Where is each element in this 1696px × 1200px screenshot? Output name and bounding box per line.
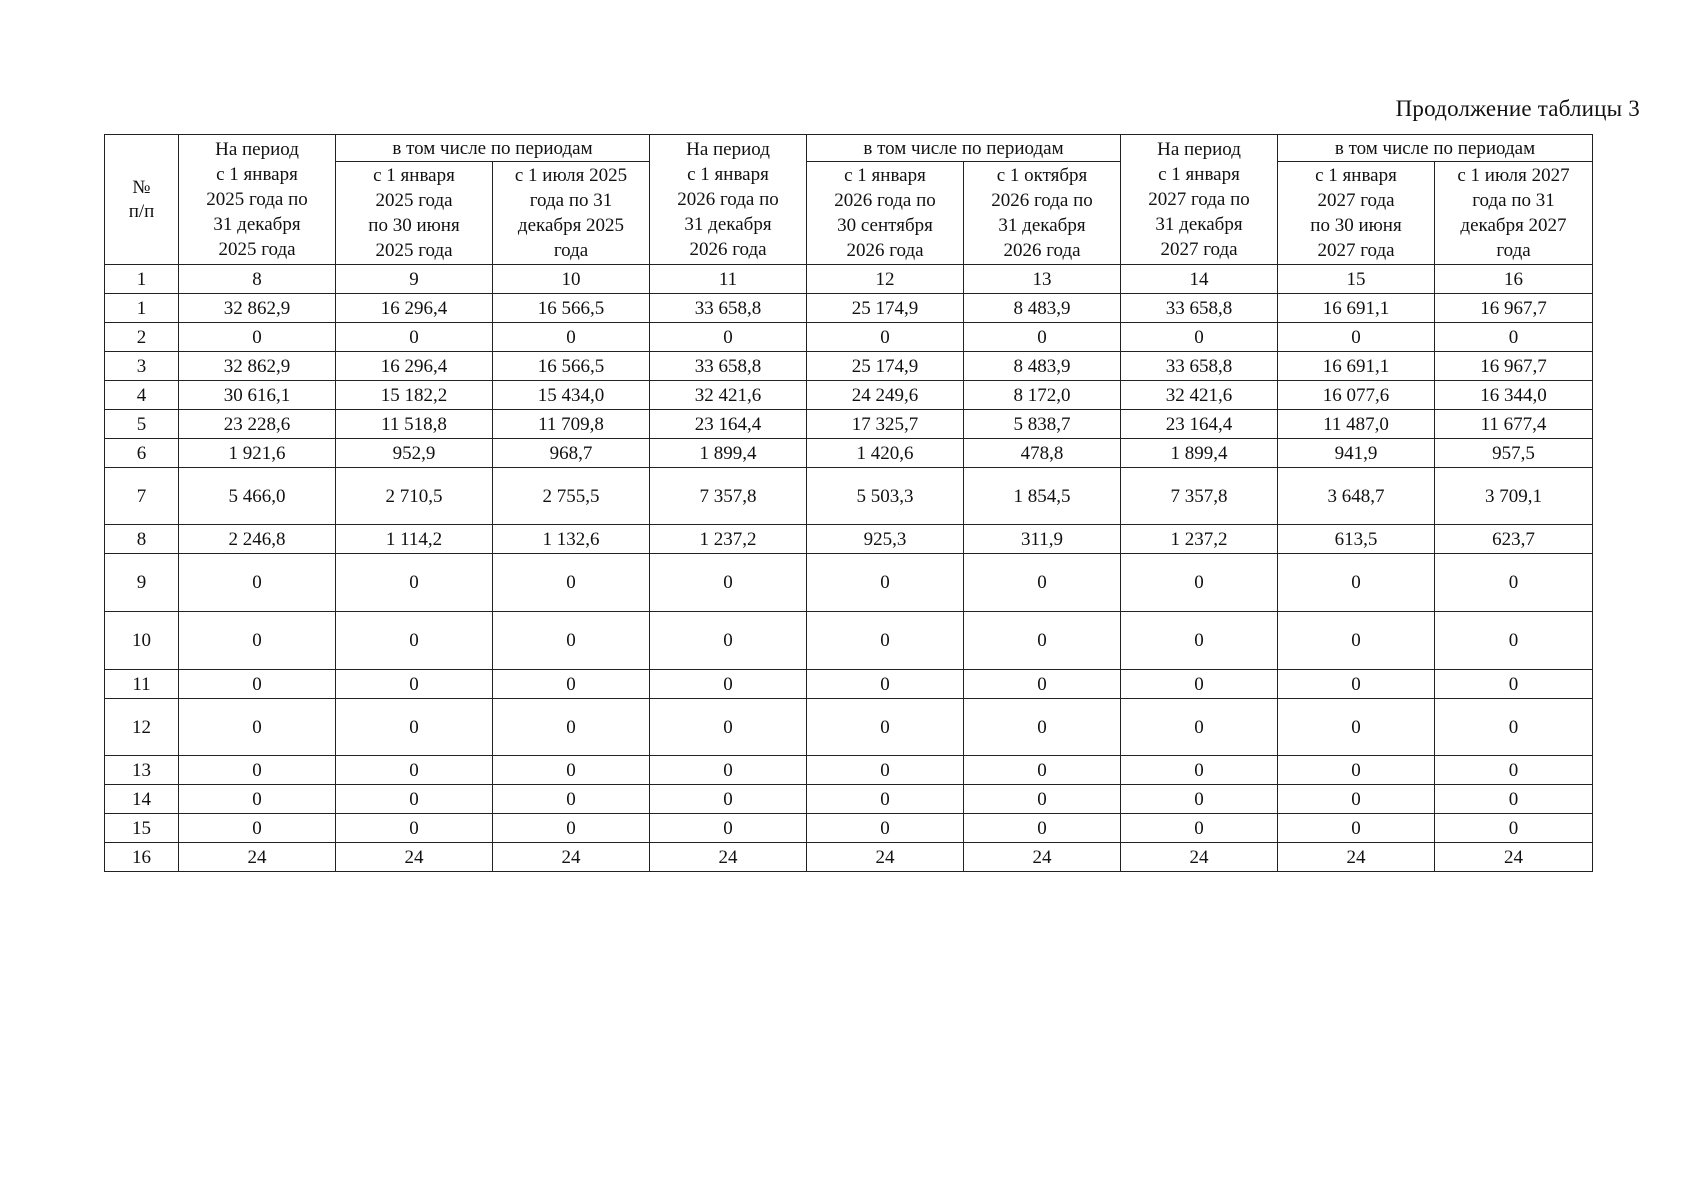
value-cell: 0 [1121,612,1278,670]
value-cell: 0 [807,699,964,756]
value-cell: 0 [650,814,807,843]
header-group-2026: в том числе по периодам [807,135,1121,162]
value-cell: 1 237,2 [1121,525,1278,554]
value-cell: 0 [1121,670,1278,699]
value-cell: 32 862,9 [179,352,336,381]
table-row [105,554,1593,612]
column-number: 16 [1435,265,1593,294]
value-cell: 16 344,0 [1435,381,1593,410]
value-cell: 11 518,8 [336,410,493,439]
value-cell: 32 421,6 [1121,381,1278,410]
value-cell: 33 658,8 [1121,294,1278,323]
value-cell: 0 [1435,785,1593,814]
value-cell: 11 487,0 [1278,410,1435,439]
value-cell: 8 172,0 [964,381,1121,410]
value-cell: 24 [1435,843,1593,872]
column-number: 14 [1121,265,1278,294]
value-cell: 0 [179,785,336,814]
row-number-cell: 13 [105,756,179,785]
value-cell: 941,9 [1278,439,1435,468]
table-row [105,843,1593,872]
value-cell: 30 616,1 [179,381,336,410]
value-cell: 7 357,8 [650,468,807,525]
value-cell: 0 [493,323,650,352]
value-cell: 0 [650,554,807,612]
value-cell: 33 658,8 [650,352,807,381]
value-cell: 0 [336,785,493,814]
value-cell: 2 710,5 [336,468,493,525]
value-cell: 0 [336,554,493,612]
value-cell: 0 [964,756,1121,785]
value-cell: 0 [807,785,964,814]
header-col16: с 1 июля 2027 года по 31 декабря 2027 года [1435,162,1593,265]
value-cell: 1 114,2 [336,525,493,554]
column-number: 11 [650,265,807,294]
value-cell: 0 [1278,785,1435,814]
header-num: № п/п [105,135,179,265]
row-number-cell: 6 [105,439,179,468]
header-col12: с 1 января 2026 года по 30 сентября 2026 года [807,162,964,265]
value-cell: 24 [1121,843,1278,872]
value-cell: 0 [650,785,807,814]
value-cell: 0 [1278,554,1435,612]
row-number-cell: 5 [105,410,179,439]
value-cell: 15 182,2 [336,381,493,410]
table-row [105,785,1593,814]
value-cell: 0 [179,814,336,843]
value-cell: 0 [964,699,1121,756]
value-cell: 0 [1121,699,1278,756]
row-number-cell: 4 [105,381,179,410]
value-cell: 16 967,7 [1435,352,1593,381]
value-cell: 0 [807,756,964,785]
value-cell: 1 854,5 [964,468,1121,525]
value-cell: 0 [336,814,493,843]
value-cell: 16 077,6 [1278,381,1435,410]
value-cell: 25 174,9 [807,352,964,381]
value-cell: 1 237,2 [650,525,807,554]
value-cell: 33 658,8 [650,294,807,323]
value-cell: 0 [493,699,650,756]
value-cell: 0 [964,554,1121,612]
value-cell: 23 228,6 [179,410,336,439]
table-row [105,381,1593,410]
value-cell: 0 [1121,756,1278,785]
row-number-cell: 7 [105,468,179,525]
table-row [105,670,1593,699]
value-cell: 478,8 [964,439,1121,468]
row-number-cell: 14 [105,785,179,814]
table-row [105,699,1593,756]
value-cell: 925,3 [807,525,964,554]
value-cell: 5 503,3 [807,468,964,525]
header-col11: На период с 1 января 2026 года по 31 декабря 2026 года [650,135,807,265]
value-cell: 0 [807,670,964,699]
header-col10: с 1 июля 2025 года по 31 декабря 2025 года [493,162,650,265]
column-number: 10 [493,265,650,294]
value-cell: 0 [1121,554,1278,612]
value-cell: 0 [336,756,493,785]
value-cell: 25 174,9 [807,294,964,323]
value-cell: 623,7 [1435,525,1593,554]
row-number-cell: 9 [105,554,179,612]
value-cell: 24 249,6 [807,381,964,410]
value-cell: 0 [964,323,1121,352]
row-number-cell: 8 [105,525,179,554]
value-cell: 0 [493,612,650,670]
value-cell: 23 164,4 [1121,410,1278,439]
value-cell: 311,9 [964,525,1121,554]
value-cell: 0 [650,323,807,352]
value-cell: 0 [493,814,650,843]
value-cell: 24 [336,843,493,872]
value-cell: 0 [179,699,336,756]
value-cell: 16 296,4 [336,352,493,381]
table-row [105,352,1593,381]
header-col13: с 1 октября 2026 года по 31 декабря 2026 года [964,162,1121,265]
value-cell: 0 [1435,699,1593,756]
value-cell: 1 132,6 [493,525,650,554]
value-cell: 0 [1278,756,1435,785]
row-number-cell: 1 [105,294,179,323]
value-cell: 1 899,4 [1121,439,1278,468]
column-number: 8 [179,265,336,294]
value-cell: 0 [1278,612,1435,670]
value-cell: 0 [807,323,964,352]
value-cell: 0 [179,670,336,699]
value-cell: 957,5 [1435,439,1593,468]
value-cell: 1 899,4 [650,439,807,468]
value-cell: 0 [807,612,964,670]
value-cell: 0 [336,323,493,352]
value-cell: 968,7 [493,439,650,468]
value-cell: 0 [964,785,1121,814]
value-cell: 7 357,8 [1121,468,1278,525]
value-cell: 32 862,9 [179,294,336,323]
value-cell: 24 [1278,843,1435,872]
value-cell: 3 648,7 [1278,468,1435,525]
value-cell: 11 709,8 [493,410,650,439]
value-cell: 0 [493,785,650,814]
data-table [104,134,1593,872]
value-cell: 24 [179,843,336,872]
value-cell: 0 [1435,323,1593,352]
column-number: 9 [336,265,493,294]
column-number: 15 [1278,265,1435,294]
value-cell: 0 [493,554,650,612]
value-cell: 0 [1278,814,1435,843]
header-group-2025: в том числе по периодам [336,135,650,162]
header-col9: с 1 января 2025 года по 30 июня 2025 года [336,162,493,265]
value-cell: 0 [1121,785,1278,814]
table-body [105,294,1593,872]
value-cell: 2 755,5 [493,468,650,525]
value-cell: 0 [807,554,964,612]
value-cell: 8 483,9 [964,294,1121,323]
value-cell: 16 691,1 [1278,352,1435,381]
value-cell: 0 [807,814,964,843]
header-col14: На период с 1 января 2027 года по 31 декабря 2027 года [1121,135,1278,265]
value-cell: 0 [1435,554,1593,612]
value-cell: 0 [964,612,1121,670]
value-cell: 0 [650,670,807,699]
column-number: 1 [105,265,179,294]
value-cell: 0 [650,756,807,785]
value-cell: 1 921,6 [179,439,336,468]
row-number-cell: 16 [105,843,179,872]
value-cell: 0 [964,814,1121,843]
value-cell: 1 420,6 [807,439,964,468]
value-cell: 613,5 [1278,525,1435,554]
value-cell: 3 709,1 [1435,468,1593,525]
table-row [105,410,1593,439]
value-cell: 16 691,1 [1278,294,1435,323]
value-cell: 17 325,7 [807,410,964,439]
value-cell: 0 [493,670,650,699]
value-cell: 24 [807,843,964,872]
value-cell: 16 967,7 [1435,294,1593,323]
row-number-cell: 10 [105,612,179,670]
value-cell: 2 246,8 [179,525,336,554]
value-cell: 24 [650,843,807,872]
value-cell: 0 [1435,756,1593,785]
table-row [105,439,1593,468]
header-col8: На период с 1 января 2025 года по 31 декабря 2025 года [179,135,336,265]
value-cell: 0 [179,323,336,352]
table-row [105,323,1593,352]
row-number-cell: 3 [105,352,179,381]
value-cell: 0 [336,699,493,756]
value-cell: 0 [650,612,807,670]
table-row [105,294,1593,323]
value-cell: 0 [336,670,493,699]
value-cell: 0 [650,699,807,756]
value-cell: 0 [964,670,1121,699]
column-numbers-row [105,265,1593,294]
value-cell: 0 [493,756,650,785]
row-number-cell: 11 [105,670,179,699]
table-row [105,814,1593,843]
row-number-cell: 12 [105,699,179,756]
value-cell: 0 [1435,814,1593,843]
value-cell: 0 [1121,814,1278,843]
table-row [105,612,1593,670]
value-cell: 5 838,7 [964,410,1121,439]
column-number: 12 [807,265,964,294]
value-cell: 16 566,5 [493,352,650,381]
value-cell: 8 483,9 [964,352,1121,381]
value-cell: 16 296,4 [336,294,493,323]
value-cell: 0 [1278,323,1435,352]
value-cell: 0 [1435,670,1593,699]
value-cell: 33 658,8 [1121,352,1278,381]
value-cell: 952,9 [336,439,493,468]
table-caption: Продолжение таблицы 3 [1395,96,1640,121]
table-row [105,468,1593,525]
value-cell: 0 [1278,670,1435,699]
header-col15: с 1 января 2027 года по 30 июня 2027 года [1278,162,1435,265]
column-number: 13 [964,265,1121,294]
value-cell: 32 421,6 [650,381,807,410]
table-header [105,135,1593,294]
value-cell: 0 [1278,699,1435,756]
value-cell: 24 [964,843,1121,872]
value-cell: 15 434,0 [493,381,650,410]
value-cell: 23 164,4 [650,410,807,439]
value-cell: 5 466,0 [179,468,336,525]
value-cell: 0 [179,612,336,670]
row-number-cell: 15 [105,814,179,843]
value-cell: 16 566,5 [493,294,650,323]
row-number-cell: 2 [105,323,179,352]
value-cell: 24 [493,843,650,872]
value-cell: 11 677,4 [1435,410,1593,439]
table-row [105,525,1593,554]
value-cell: 0 [1121,323,1278,352]
value-cell: 0 [179,756,336,785]
header-group-2027: в том числе по периодам [1278,135,1593,162]
value-cell: 0 [336,612,493,670]
value-cell: 0 [179,554,336,612]
table-row [105,756,1593,785]
value-cell: 0 [1435,612,1593,670]
